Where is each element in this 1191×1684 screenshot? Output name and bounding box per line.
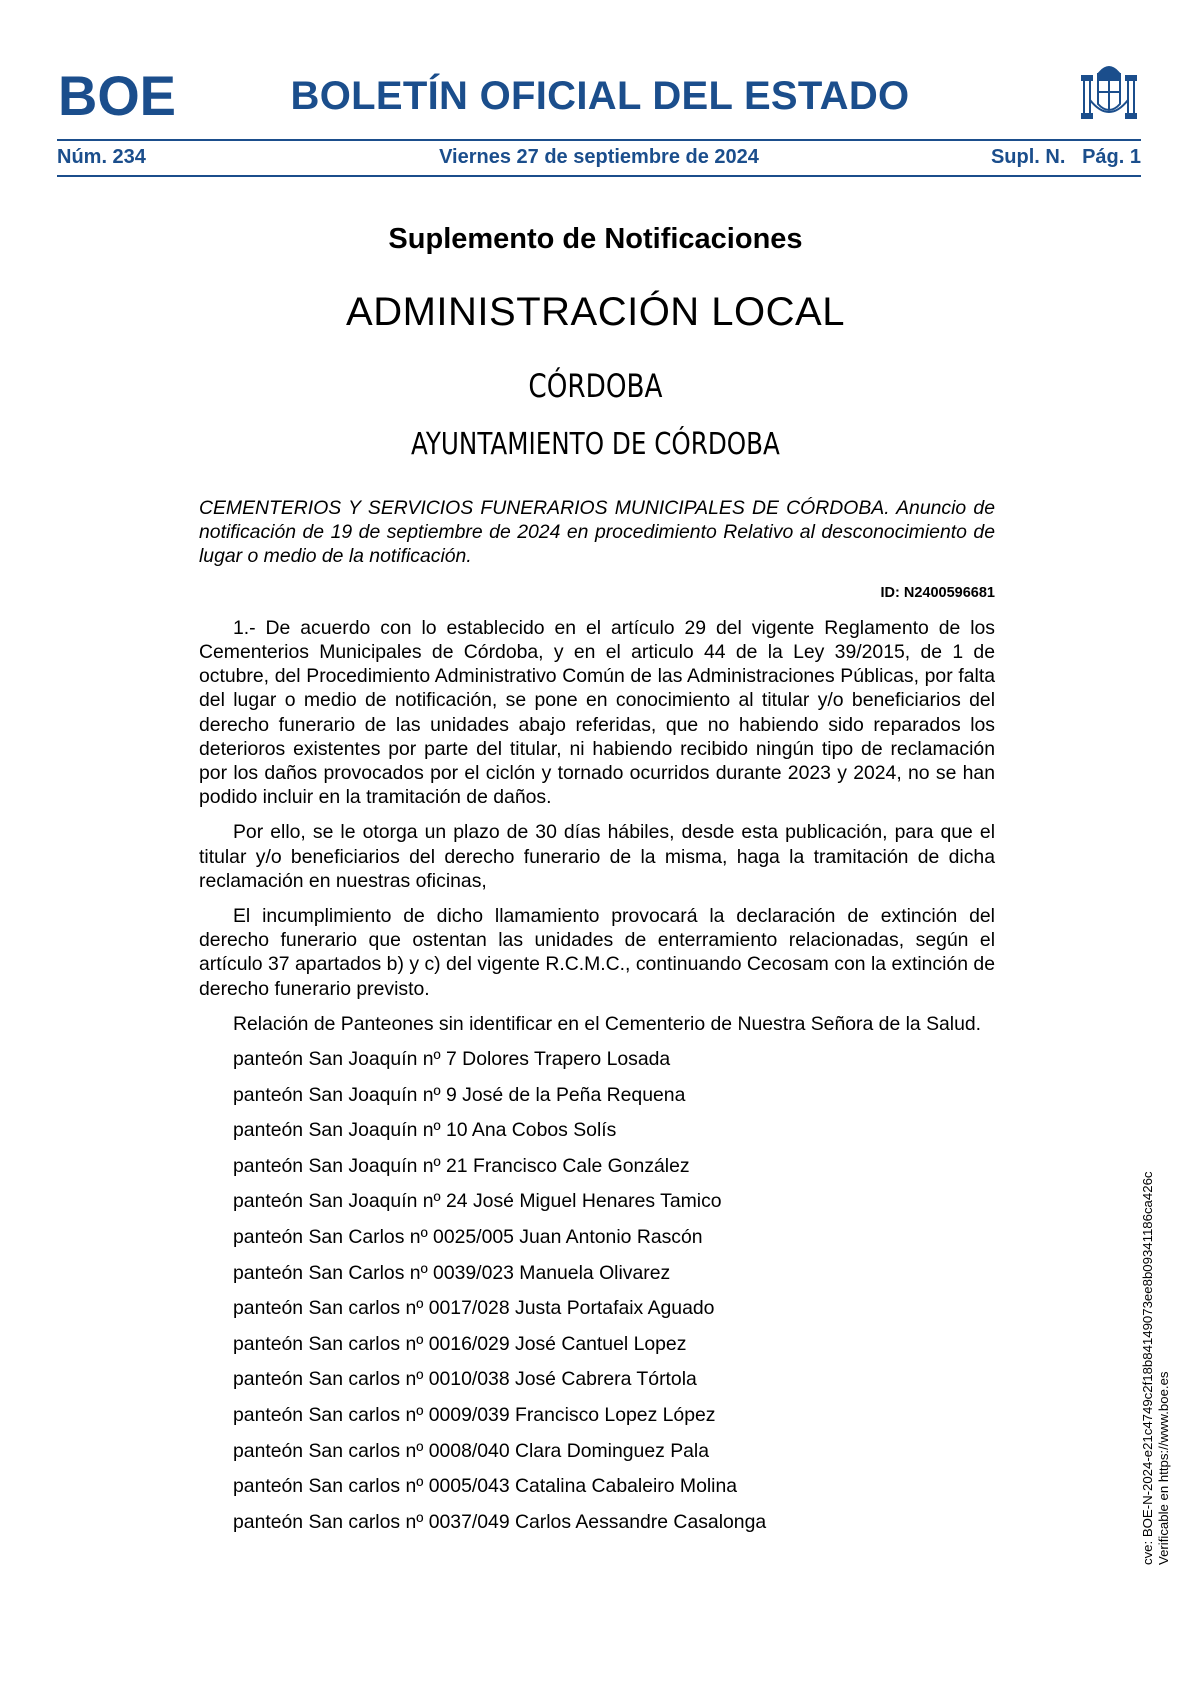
list-item: panteón San Joaquín nº 7 Dolores Trapero Losada — [233, 1048, 671, 1071]
issue-number: Núm. 234 — [57, 146, 146, 168]
list-item: panteón San Joaquín nº 21 Francisco Cale González — [233, 1154, 690, 1177]
header-meta-bar — [57, 146, 1141, 170]
supplement-page: Supl. N. Pág. 1 — [990, 146, 1141, 168]
page-title: BOLETÍN OFICIAL DEL ESTADO — [290, 74, 910, 118]
paragraph-2: Por ello, se le otorga un plazo de 30 días hábiles, desde esta publicación, para que el titular y/o beneficiarios del derecho funerario de la misma, haga la tramitación de dicha reclamación en nuestras oficinas, — [199, 821, 995, 892]
entity-heading: AYUNTAMIENTO DE CÓRDOBA — [410, 427, 780, 462]
paragraph-3: El incumplimiento de dicho llamamiento provocará la declaración de extinción del derecho funerario que ostentan las unidades de enterramiento relacionadas, según el artículo 37 apartados b) y c) del vigente R.C.M.C., continuando Cecosam con la extinción de derecho funerario previsto. — [199, 905, 995, 1000]
document-id: ID: N2400596681 — [880, 584, 995, 601]
list-item: panteón San Joaquín nº 24 José Miguel Henares Tamico — [233, 1190, 722, 1213]
list-item: panteón San Carlos nº 0039/023 Manuela Olivarez — [233, 1261, 671, 1284]
announcement-summary: CEMENTERIOS Y SERVICIOS FUNERARIOS MUNICIPALES DE CÓRDOBA. Anuncio de notificación de 19 de septiembre de 2024 en procedimiento Relativo al desconocimiento de lugar o medio de la notificación. — [199, 497, 995, 568]
verification-side-text — [1140, 1125, 1172, 1565]
list-item: panteón San carlos nº 0017/028 Justa Portafaix Aguado — [233, 1297, 715, 1320]
boe-logo-text: BOE — [58, 70, 176, 120]
issue-date: Viernes 27 de septiembre de 2024 — [439, 146, 759, 168]
coat-of-arms-icon — [1078, 60, 1140, 128]
list-item: panteón San Carlos nº 0025/005 Juan Antonio Rascón — [233, 1226, 703, 1249]
section-heading: ADMINISTRACIÓN LOCAL — [346, 290, 845, 334]
list-item: panteón San carlos nº 0005/043 Catalina Cabaleiro Molina — [233, 1475, 738, 1498]
list-item: panteón San carlos nº 0008/040 Clara Dominguez Pala — [233, 1439, 709, 1462]
header-rule-bottom — [57, 175, 1141, 177]
province-heading: CÓRDOBA — [528, 367, 663, 405]
panteones-list — [199, 1047, 995, 1545]
list-item: panteón San carlos nº 0037/049 Carlos Aessandre Casalonga — [233, 1510, 767, 1533]
header-rule-top — [57, 139, 1141, 141]
supplement-heading: Suplemento de Notificaciones — [388, 223, 803, 255]
cve-code: cve: BOE-N-2024-e21c4749c2f18b84149073ee8b09341186ca426c — [1140, 1171, 1155, 1565]
boe-logo — [57, 70, 177, 120]
list-item: panteón San carlos nº 0016/029 José Cantuel Lopez — [233, 1332, 687, 1355]
paragraph-4: Relación de Panteones sin identificar en el Cementerio de Nuestra Señora de la Salud. — [233, 1012, 982, 1035]
verification-link[interactable]: Verificable en https://www.boe.es — [1156, 1371, 1171, 1565]
paragraph-1: 1.- De acuerdo con lo establecido en el artículo 29 del vigente Reglamento de los Cementerios Municipales de Córdoba, y en el articulo 44 de la Ley 39/2015, de 1 de octubre, del Procedimiento Administrativo Común de las Administraciones Públicas, por falta del lugar o medio de notificación, se pone en conocimiento al titular y/o beneficiarios del derecho funerario de las unidades abajo referidas, que no habiendo sido reparados los deterioros existentes por parte del titular, ni habiendo recibido ningún tipo de reclamación por los daños provocados por el ciclón y tornado ocurridos durante 2023 y 2024, no se han podido incluir en la tramitación de daños. — [199, 616, 995, 809]
list-item: panteón San carlos nº 0010/038 José Cabrera Tórtola — [233, 1368, 697, 1391]
list-item: panteón San Joaquín nº 10 Ana Cobos Solís — [233, 1119, 617, 1142]
list-item: panteón San Joaquín nº 9 José de la Peña Requena — [233, 1083, 686, 1106]
list-item: panteón San carlos nº 0009/039 Francisco Lopez López — [233, 1404, 716, 1426]
announcement-body — [199, 496, 995, 1545]
